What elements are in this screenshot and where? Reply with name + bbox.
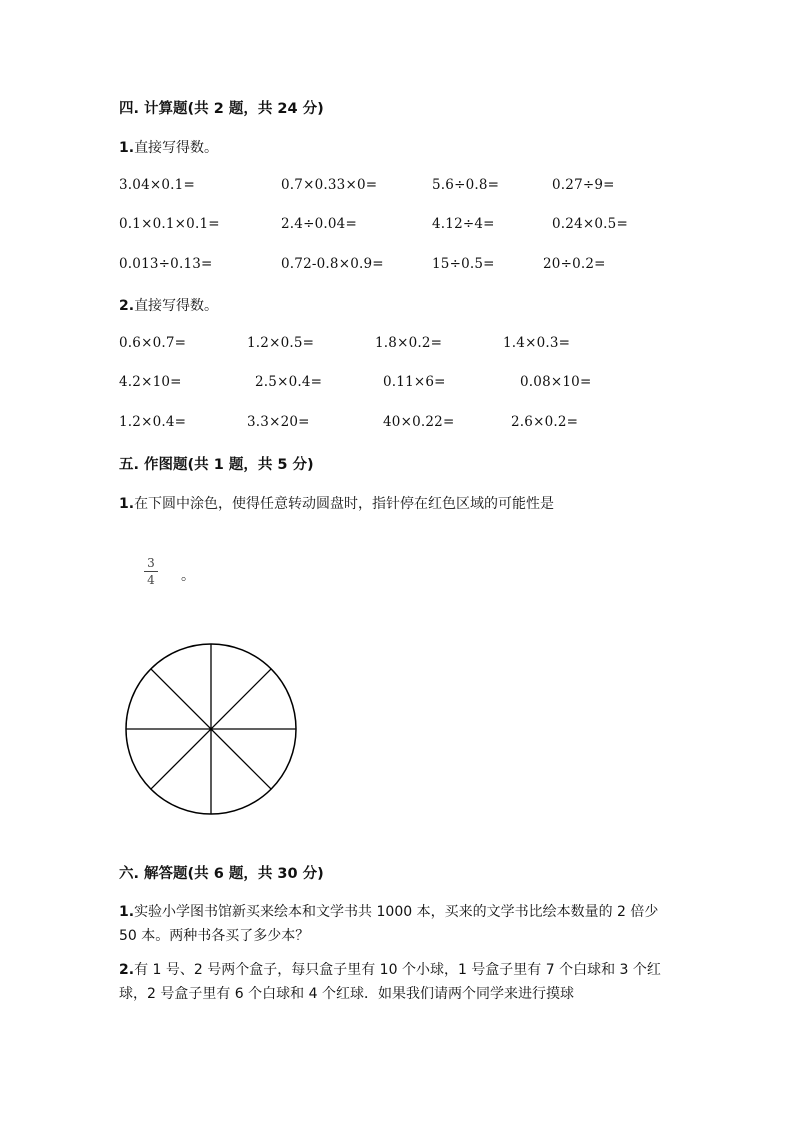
fraction-denominator: 4 [147,573,155,587]
question-4-2 [119,295,218,315]
expression: 3.3×20= [247,414,310,430]
question-5-1 [119,493,554,513]
section-6-title: 六. 解答题(共 6 题，共 30 分) [119,866,324,882]
expression: 0.6×0.7= [119,335,187,351]
fraction-numerator: 3 [147,556,155,570]
question-6-2 [119,958,679,1006]
expression: 4.2×10= [119,374,182,390]
question-number: 1. [119,140,135,156]
question-4-1 [119,137,218,157]
expression: 0.72-0.8×0.9= [281,256,384,272]
question-text: 直接写得数。 [134,298,219,314]
expression: 40×0.22= [383,414,455,430]
expression: 0.11×6= [383,374,446,390]
expression: 1.2×0.4= [119,414,187,430]
expression: 0.27÷9= [552,177,615,193]
fraction-bar [144,571,158,572]
question-text: 在下圆中涂色，使得任意转动圆盘时，指针停在红色区域的可能性是 [134,496,555,512]
question-text: 有 1 号、2 号两个盒子，每只盒子里有 10 个小球，1 号盒子里有 7 个白球和 3 个红球，2 号盒子里有 6 个白球和 4 个红球．如果我们请两个同学来进行摸球 [119,962,661,1002]
question-number: 1. [119,904,135,920]
question-number: 2. [119,298,135,314]
question-number: 2. [119,962,135,978]
question-number: 1. [119,496,135,512]
period-mark: 。 [181,568,195,584]
expression: 20÷0.2= [543,256,606,272]
expression: 1.4×0.3= [503,335,571,351]
expression: 0.08×10= [520,374,592,390]
expression: 3.04×0.1= [119,177,195,193]
expression: 5.6÷0.8= [432,177,500,193]
expression: 0.24×0.5= [552,216,628,232]
expression: 15÷0.5= [432,256,495,272]
expression: 2.5×0.4= [255,374,323,390]
section-4-title: 四. 计算题(共 2 题，共 24 分) [119,101,324,117]
expression: 1.2×0.5= [247,335,315,351]
question-text: 直接写得数。 [134,140,219,156]
question-6-1 [119,900,679,948]
fraction [144,556,158,587]
section-5-title: 五. 作图题(共 1 题，共 5 分) [119,457,314,473]
expression: 0.013÷0.13= [119,256,213,272]
expression: 2.6×0.2= [511,414,579,430]
spinner-circle-diagram [120,638,306,824]
expression: 4.12÷4= [432,216,495,232]
expression: 2.4÷0.04= [281,216,357,232]
expression: 0.1×0.1×0.1= [119,216,220,232]
question-text: 实验小学图书馆新买来绘本和文学书共 1000 本，买来的文学书比绘本数量的 2 倍少 50 本。两种书各买了多少本？ [119,904,659,944]
expression: 0.7×0.33×0= [281,177,378,193]
expression: 1.8×0.2= [375,335,443,351]
